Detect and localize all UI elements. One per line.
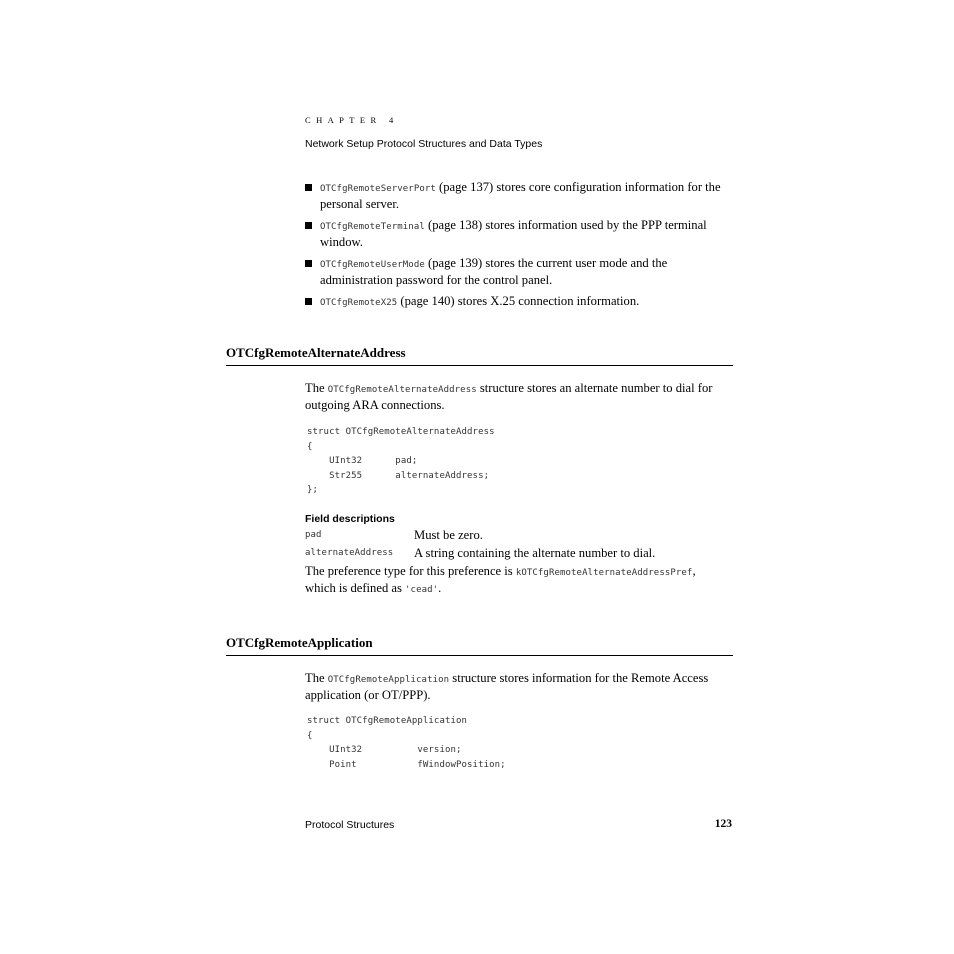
inline-code: OTCfgRemoteUserMode: [320, 260, 425, 270]
chapter-title: Network Setup Protocol Structures and Data Types: [305, 138, 543, 150]
section1-intro: [305, 381, 735, 413]
inline-code: kOTCfgRemoteAlternateAddressPref: [515, 568, 693, 578]
bullet-square-icon: [305, 222, 312, 229]
code-line: struct OTCfgRemoteAlternateAddress: [307, 427, 495, 437]
pref-line-1: [305, 564, 735, 581]
section-heading-remote-application: OTCfgRemoteApplication: [226, 635, 733, 656]
code-block-remote-application: [307, 714, 506, 772]
bullet-square-icon: [305, 260, 312, 267]
footer-section-title: Protocol Structures: [305, 819, 395, 831]
code-line: UInt32 pad;: [307, 456, 418, 466]
intro-prefix: The: [305, 381, 328, 395]
list-item: [305, 218, 735, 250]
intro-prefix: The: [305, 671, 328, 685]
list-item: [305, 180, 735, 212]
code-line: UInt32 version;: [307, 745, 462, 755]
inline-code: OTCfgRemoteServerPort: [320, 184, 436, 194]
intro-suffix: structure stores information for the Remote Access application (or OT/PPP).: [305, 671, 709, 702]
field-descriptions-heading: Field descriptions: [305, 513, 395, 525]
inline-code: OTCfgRemoteX25: [320, 298, 398, 308]
pref-suffix: .: [438, 581, 442, 595]
bullet-text: (page 138) stores information used by the PPP terminal window.: [320, 218, 707, 249]
list-item: [305, 256, 735, 288]
section2-intro: [305, 671, 735, 703]
list-item: [305, 294, 735, 311]
chapter-label: CHAPTER 4: [305, 115, 399, 125]
page-number: 123: [714, 818, 732, 830]
section-heading-alternate-address: OTCfgRemoteAlternateAddress: [226, 345, 733, 366]
field-desc-pad: Must be zero.: [414, 528, 483, 542]
bullet-text: (page 140) stores X.25 connection information.: [397, 294, 640, 308]
code-line: struct OTCfgRemoteApplication: [307, 716, 468, 726]
bullet-text: (page 139) stores the current user mode and the administration password for the control panel.: [320, 256, 668, 287]
code-line: Point fWindowPosition;: [307, 759, 506, 770]
code-line: {: [307, 730, 313, 741]
field-desc-alternate-address: A string containing the alternate number to dial.: [414, 546, 656, 560]
code-block-alternate-address: [307, 425, 495, 498]
bullet-square-icon: [305, 184, 312, 191]
code-line: {: [307, 441, 313, 452]
inline-code: OTCfgRemoteAlternateAddress: [327, 385, 477, 395]
pref-prefix: The preference type for this preference is: [305, 564, 516, 578]
pref-suffix: ,: [692, 564, 696, 578]
bullet-text: (page 137) stores core configuration information for the personal server.: [320, 180, 721, 211]
pref-prefix: which is defined as: [305, 581, 406, 595]
field-name-alternate-address: alternateAddress: [305, 548, 394, 558]
code-line: };: [307, 485, 319, 495]
pref-line-2: [305, 581, 735, 598]
intro-suffix: structure stores an alternate number to dial for outgoing ARA connections.: [305, 381, 713, 412]
field-name-pad: pad: [305, 530, 322, 540]
inline-code: OTCfgRemoteTerminal: [320, 222, 425, 232]
bullet-square-icon: [305, 298, 312, 305]
code-line: Str255 alternateAddress;: [307, 470, 490, 481]
preference-type-text: [305, 564, 735, 598]
inline-code: 'cead': [405, 585, 439, 595]
inline-code: OTCfgRemoteApplication: [327, 675, 450, 685]
bullet-list: [305, 180, 735, 317]
